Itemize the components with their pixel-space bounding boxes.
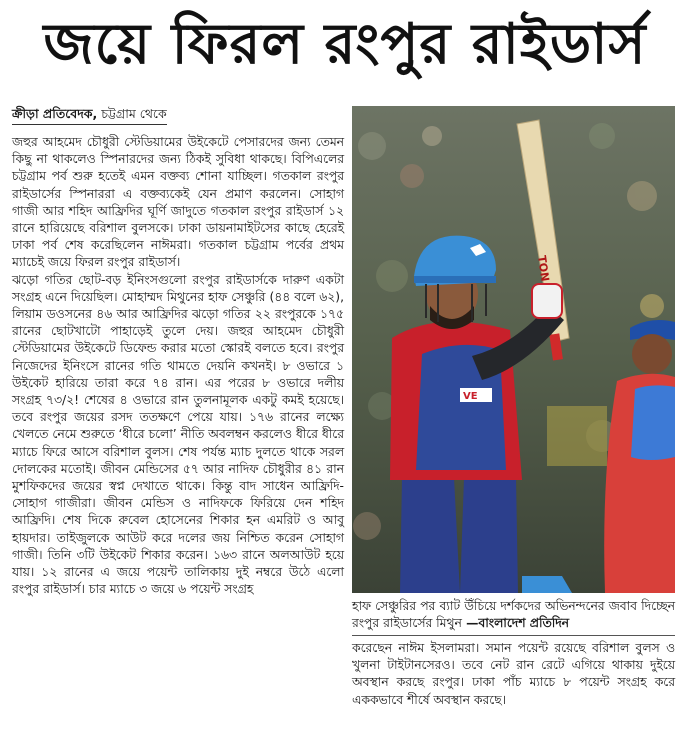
byline-reporter: ক্রীড়া প্রতিবেদক, <box>12 106 98 121</box>
byline <box>12 106 167 125</box>
article-paragraph: জহুর আহমেদ চৌধুরী স্টেডিয়ামের উইকেটে পেসারদের জন্য তেমন কিছু না থাকলেও স্পিনারদের জন্য ঠিকই সুবিধা থাকছে। বিপিএলের চট্টগ্রাম পর্ব শুরু হতেই এমন বক্তব্য শোনা যাচ্ছিল। গতকাল রংপুর রাইডার্সের স্পিনাররা এ বক্তব্যকেই যেন প্রমাণ করলেন। সোহাগ গাজী আর শহিদ আফ্রিদির ঘূর্ণি জাদুতে গতকাল রংপুর রাইডার্স ১২ রানে হারিয়েছে বরিশাল বুলসকে। ঢাকা ডায়নামাইটসের কাছে হেরেই ঢাকা পর্ব শেষ করেছিলেন নাঈমরা। গতকাল চট্টগ্রাম পর্বের প্রথম ম্যাচেই জয়ে ফিরল রংপুর রাইডার্স। <box>12 135 344 270</box>
cricketer-illustration <box>352 106 675 593</box>
article-photo <box>352 106 675 593</box>
article-paragraph: ঝড়ো গতির ছোট-বড় ইনিংসগুলো রংপুর রাইডার্সকে দারুণ একটা সংগ্রহ এনে দিয়েছিল। মোহাম্মদ মিথুনের হাফ সেঞ্চুরি (৪৪ বলে ৬২), লিয়াম ডওসনের ৪৬ আর আফ্রিদির ঝড়ো গতির ২২ রংপুরকে ১৭৫ রানের ছোটখাটো পাহাড়েই তুলে দেয়। জহুর আহমেদ চৌধুরী স্টেডিয়ামের উইকেটে ডিফেন্ড করার মতো স্কোরই বলতে হবে। রংপুর নিজেদের ইনিংসে রানের গতি থামতে দেয়নি কখনই। ৮ ওভারে ১ উইকেট হারিয়ে তারা করে ৭৪ রান। এর পরের ৮ ওভারে দলীয় সংগ্রহ ৭৩/২! শেষের ৪ ওভারে রান তুলনামূলক একটু কমই হয়েছে। তবে রংপুর জয়ের রসদ ততক্ষণে পেয়ে যায়। ১৭৬ রানের লক্ষ্যে খেলতে নেমে শুরুতে ‘ধীরে চলো’ নীতি অবলম্বন করলেও ধীরে ধীরে ম্যাচে ফিরে আসে বরিশাল বুলস। শেষ পর্যন্ত ম্যাচ দুলতে থাকে সরল দোলকের মতোই। জীবন মেন্ডিসের ৫৭ আর নাদিফ চৌধুরীর ৪১ রান মুশফিকদের জয়ের স্বপ্ন দেখাতে থাকে। কিন্তু বাদ সাধেন আফ্রিদি-সোহাগ গাজীরা। জীবন মেন্ডিস ও নাদিফকে ফিরিয়ে দেন শহিদ আফ্রিদি। শেষ দিকে রুবেল হোসেনের শিকার হন এমরিট ও আবু হায়দার। তাইজুলকে আউট করে দলের জয় নিশ্চিত করেন সোহাগ গাজী। তিনি ৩টি উইকেট শিকার করেন। ১৬৩ রানে অলআউট হয়ে যায়। ১২ রানের এ জয়ে পয়েন্ট তালিকায় দুই নম্বরে উঠে এলো রংপুর রাইডার্স। চার ম্যাচে ৩ জয়ে ৬ পয়েন্ট সংগ্রহ <box>12 272 344 597</box>
article-column-left <box>12 134 344 598</box>
photo-credit: —বাংলাদেশ প্রতিদিন <box>461 616 570 630</box>
article-paragraph: করেছেন নাঈম ইসলামরা। সমান পয়েন্ট রয়েছে বরিশাল বুলস ও খুলনা টাইটানসেরও। তবে নেট রান রেটে এগিয়ে থাকায় দুইয়ে অবস্থান করছে রংপুর। ঢাকা পাঁচ ম্যাচে ৮ পয়েন্ট সংগ্রহ করে এককভাবে শীর্ষে অবস্থান করছে। <box>352 641 675 707</box>
photo-caption <box>352 598 675 636</box>
article-column-right <box>352 640 675 709</box>
bat-brand-text: TON <box>535 254 552 283</box>
headline: জয়ে ফিরল রংপুর রাইডার্স <box>43 12 647 77</box>
byline-location: চট্টগ্রাম থেকে <box>97 106 167 121</box>
caption-text: হাফ সেঞ্চুরির পর ব্যাট উঁচিয়ে দর্শকদের অভিনন্দনের জবাব দিচ্ছেন রংপুর রাইডার্সের মিথুন <box>352 599 675 630</box>
shirt-logo-text: VE <box>463 391 478 402</box>
